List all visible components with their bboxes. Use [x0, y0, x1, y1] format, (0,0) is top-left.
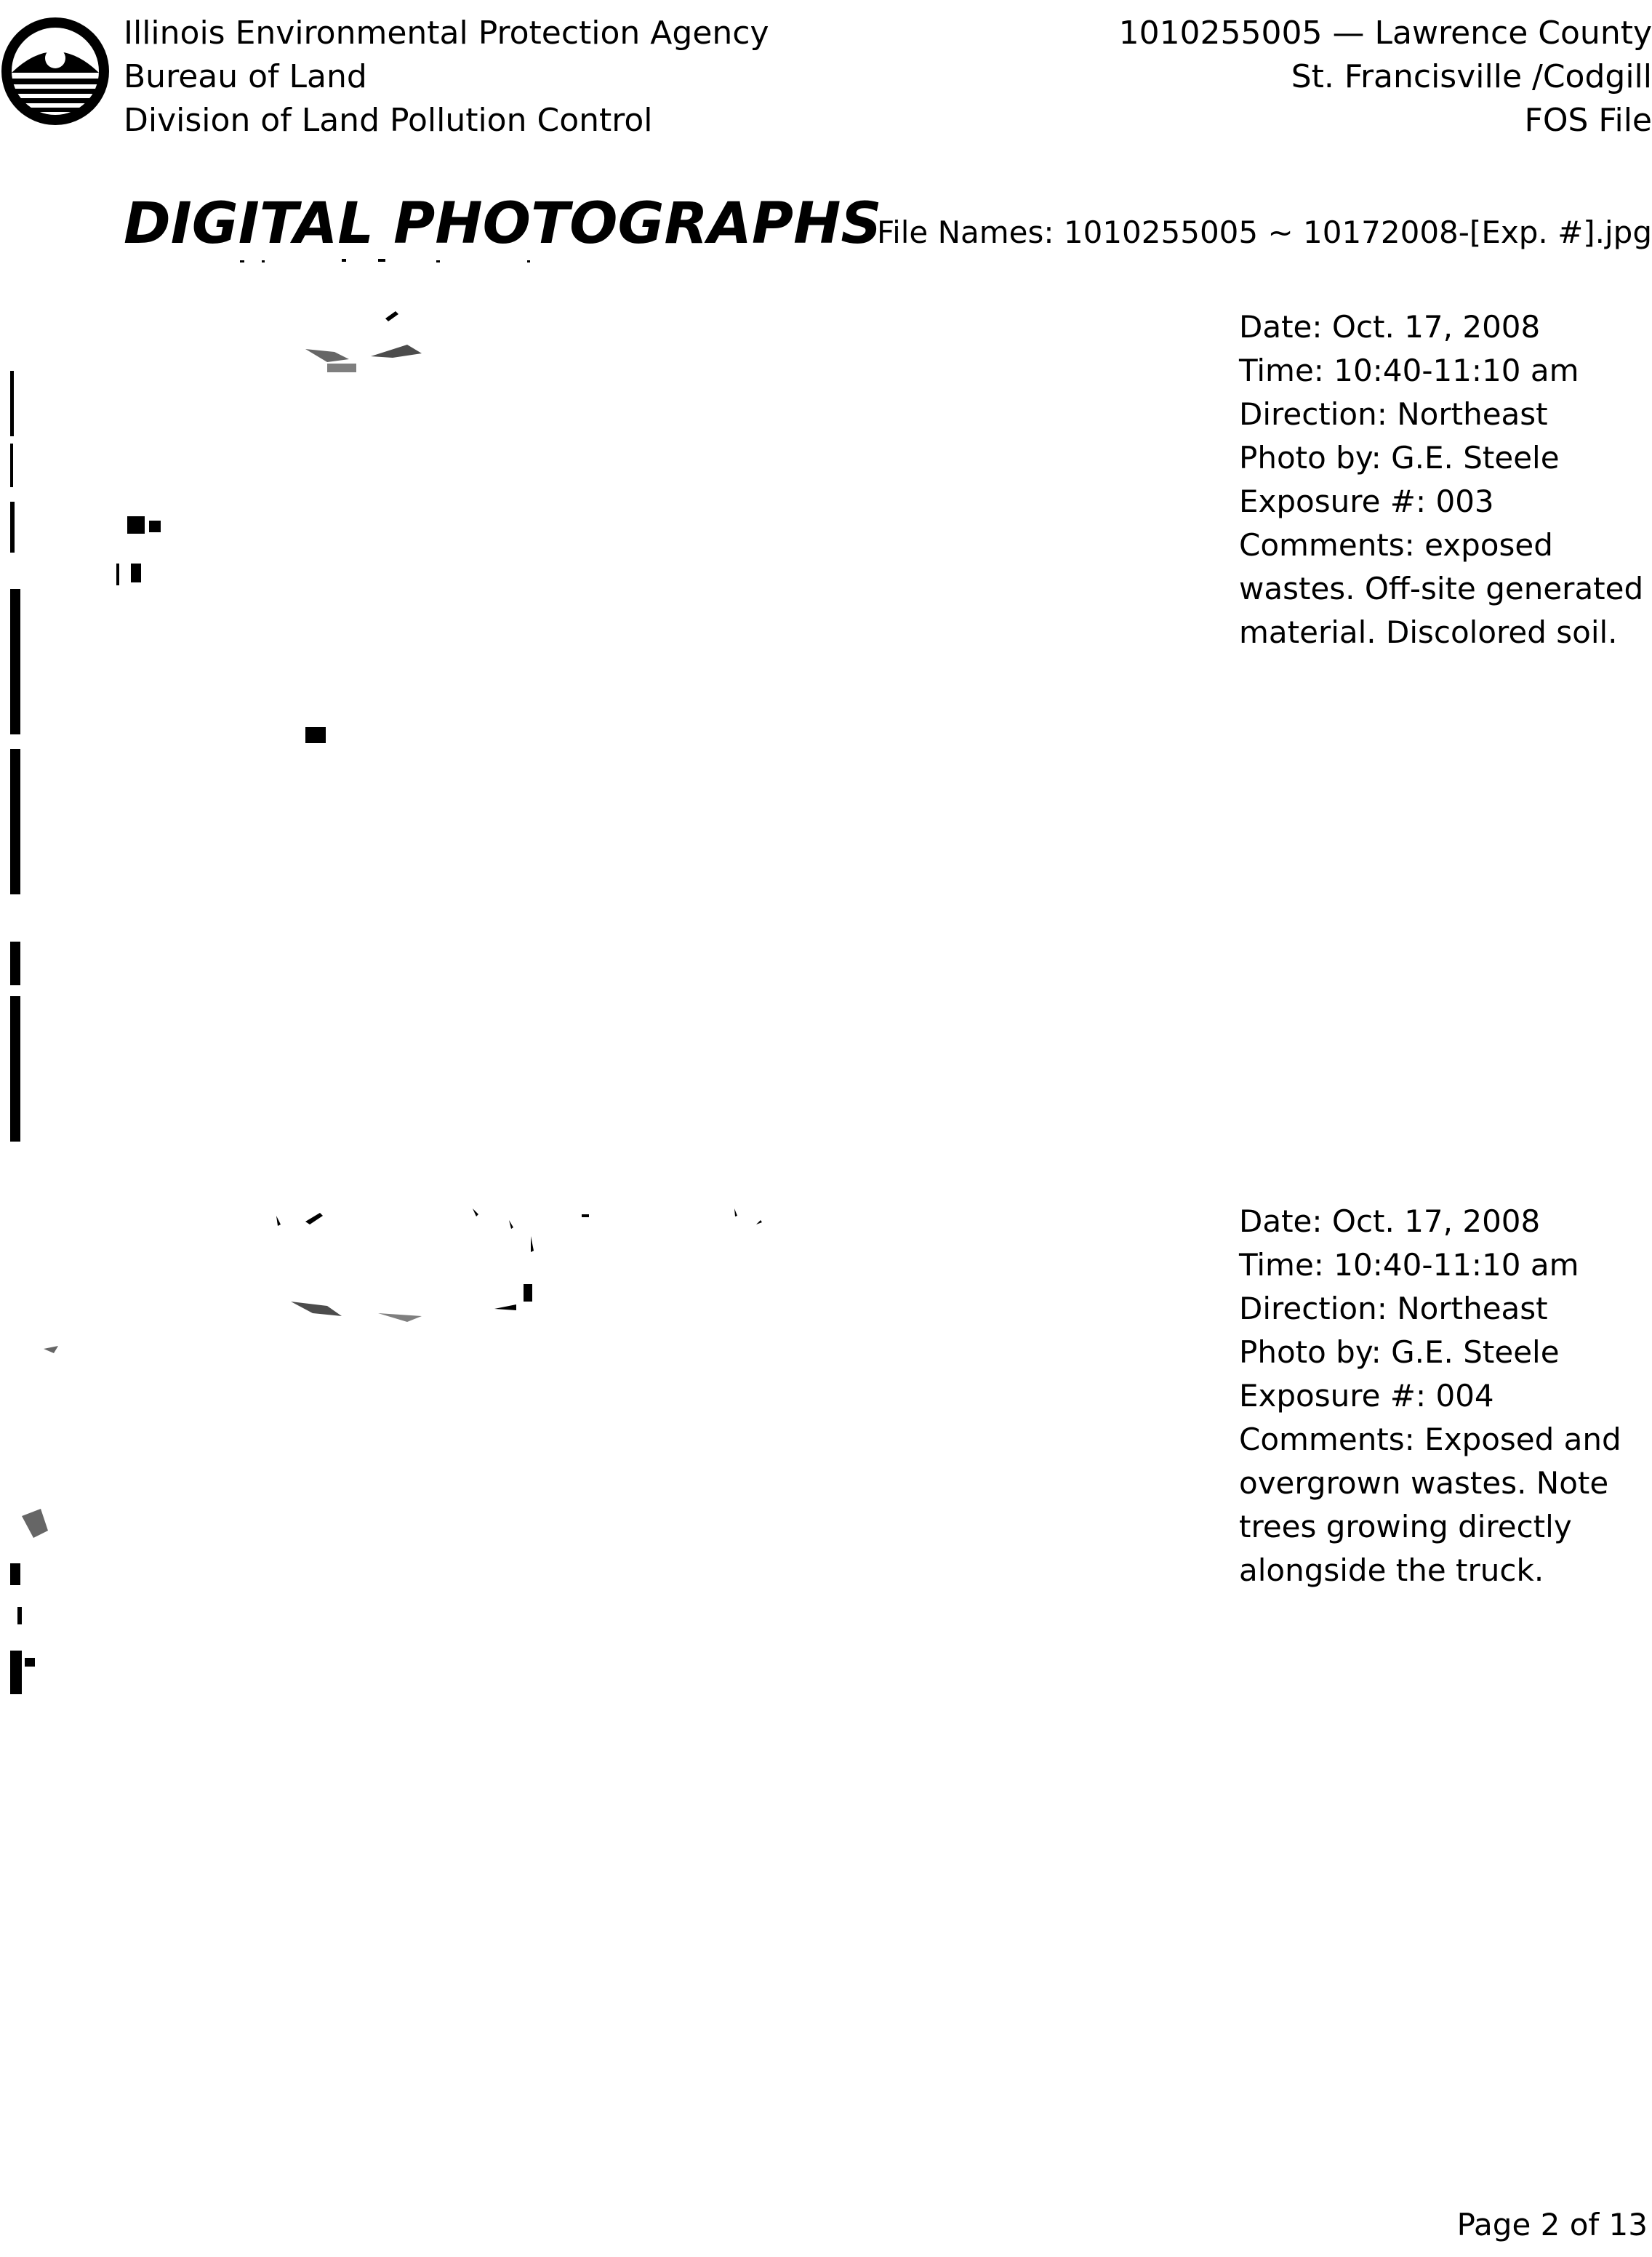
photo-photographer: Photo by: G.E. Steele — [1239, 1334, 1560, 1370]
photo-date: Date: Oct. 17, 2008 — [1239, 1203, 1541, 1239]
photo-direction: Direction: Northeast — [1239, 1291, 1548, 1326]
photo-004-caption — [1239, 1200, 1646, 1592]
photo-004 — [0, 1185, 1207, 2130]
photo-direction: Direction: Northeast — [1239, 396, 1548, 432]
illinois-epa-logo-icon — [0, 16, 111, 127]
photo-time: Time: 10:40-11:10 am — [1239, 353, 1579, 388]
bureau-name: Bureau of Land — [124, 58, 367, 95]
agency-header — [124, 12, 769, 143]
page-number: Page 2 of 13 — [1456, 2207, 1648, 2242]
photo-exposure: Exposure #: 004 — [1239, 1378, 1494, 1414]
site-id-county: 1010255005 — Lawrence County — [1118, 15, 1652, 52]
file-names-label: File Names: 1010255005 ~ 10172008-[Exp. #].jpg — [876, 215, 1652, 250]
file-type: FOS File — [1524, 102, 1652, 139]
agency-logo — [0, 16, 111, 127]
photo-time: Time: 10:40-11:10 am — [1239, 1247, 1579, 1283]
page-title: DIGITAL PHOTOGRAPHS — [124, 191, 882, 257]
comments-text: exposed wastes. Off-site generated material. Discolored soil. — [1239, 527, 1644, 650]
comments-text: Exposed and overgrown wastes. Note trees growing directly alongside the truck. — [1239, 1422, 1621, 1588]
photo-date: Date: Oct. 17, 2008 — [1239, 309, 1541, 345]
photo-exposure: Exposure #: 003 — [1239, 484, 1494, 519]
comments-label: Comments: — [1239, 1422, 1415, 1457]
site-location: St. Francisville /Codgill — [1291, 58, 1652, 95]
site-header — [1119, 12, 1652, 143]
photo-003-caption — [1239, 305, 1646, 654]
photo-comments — [1239, 524, 1646, 654]
agency-name: Illinois Environmental Protection Agency — [124, 15, 769, 52]
photo-003 — [0, 254, 1207, 1178]
comments-label: Comments: — [1239, 527, 1415, 563]
photo-comments — [1239, 1418, 1646, 1592]
photo-photographer: Photo by: G.E. Steele — [1239, 440, 1560, 476]
division-name: Division of Land Pollution Control — [124, 102, 653, 139]
